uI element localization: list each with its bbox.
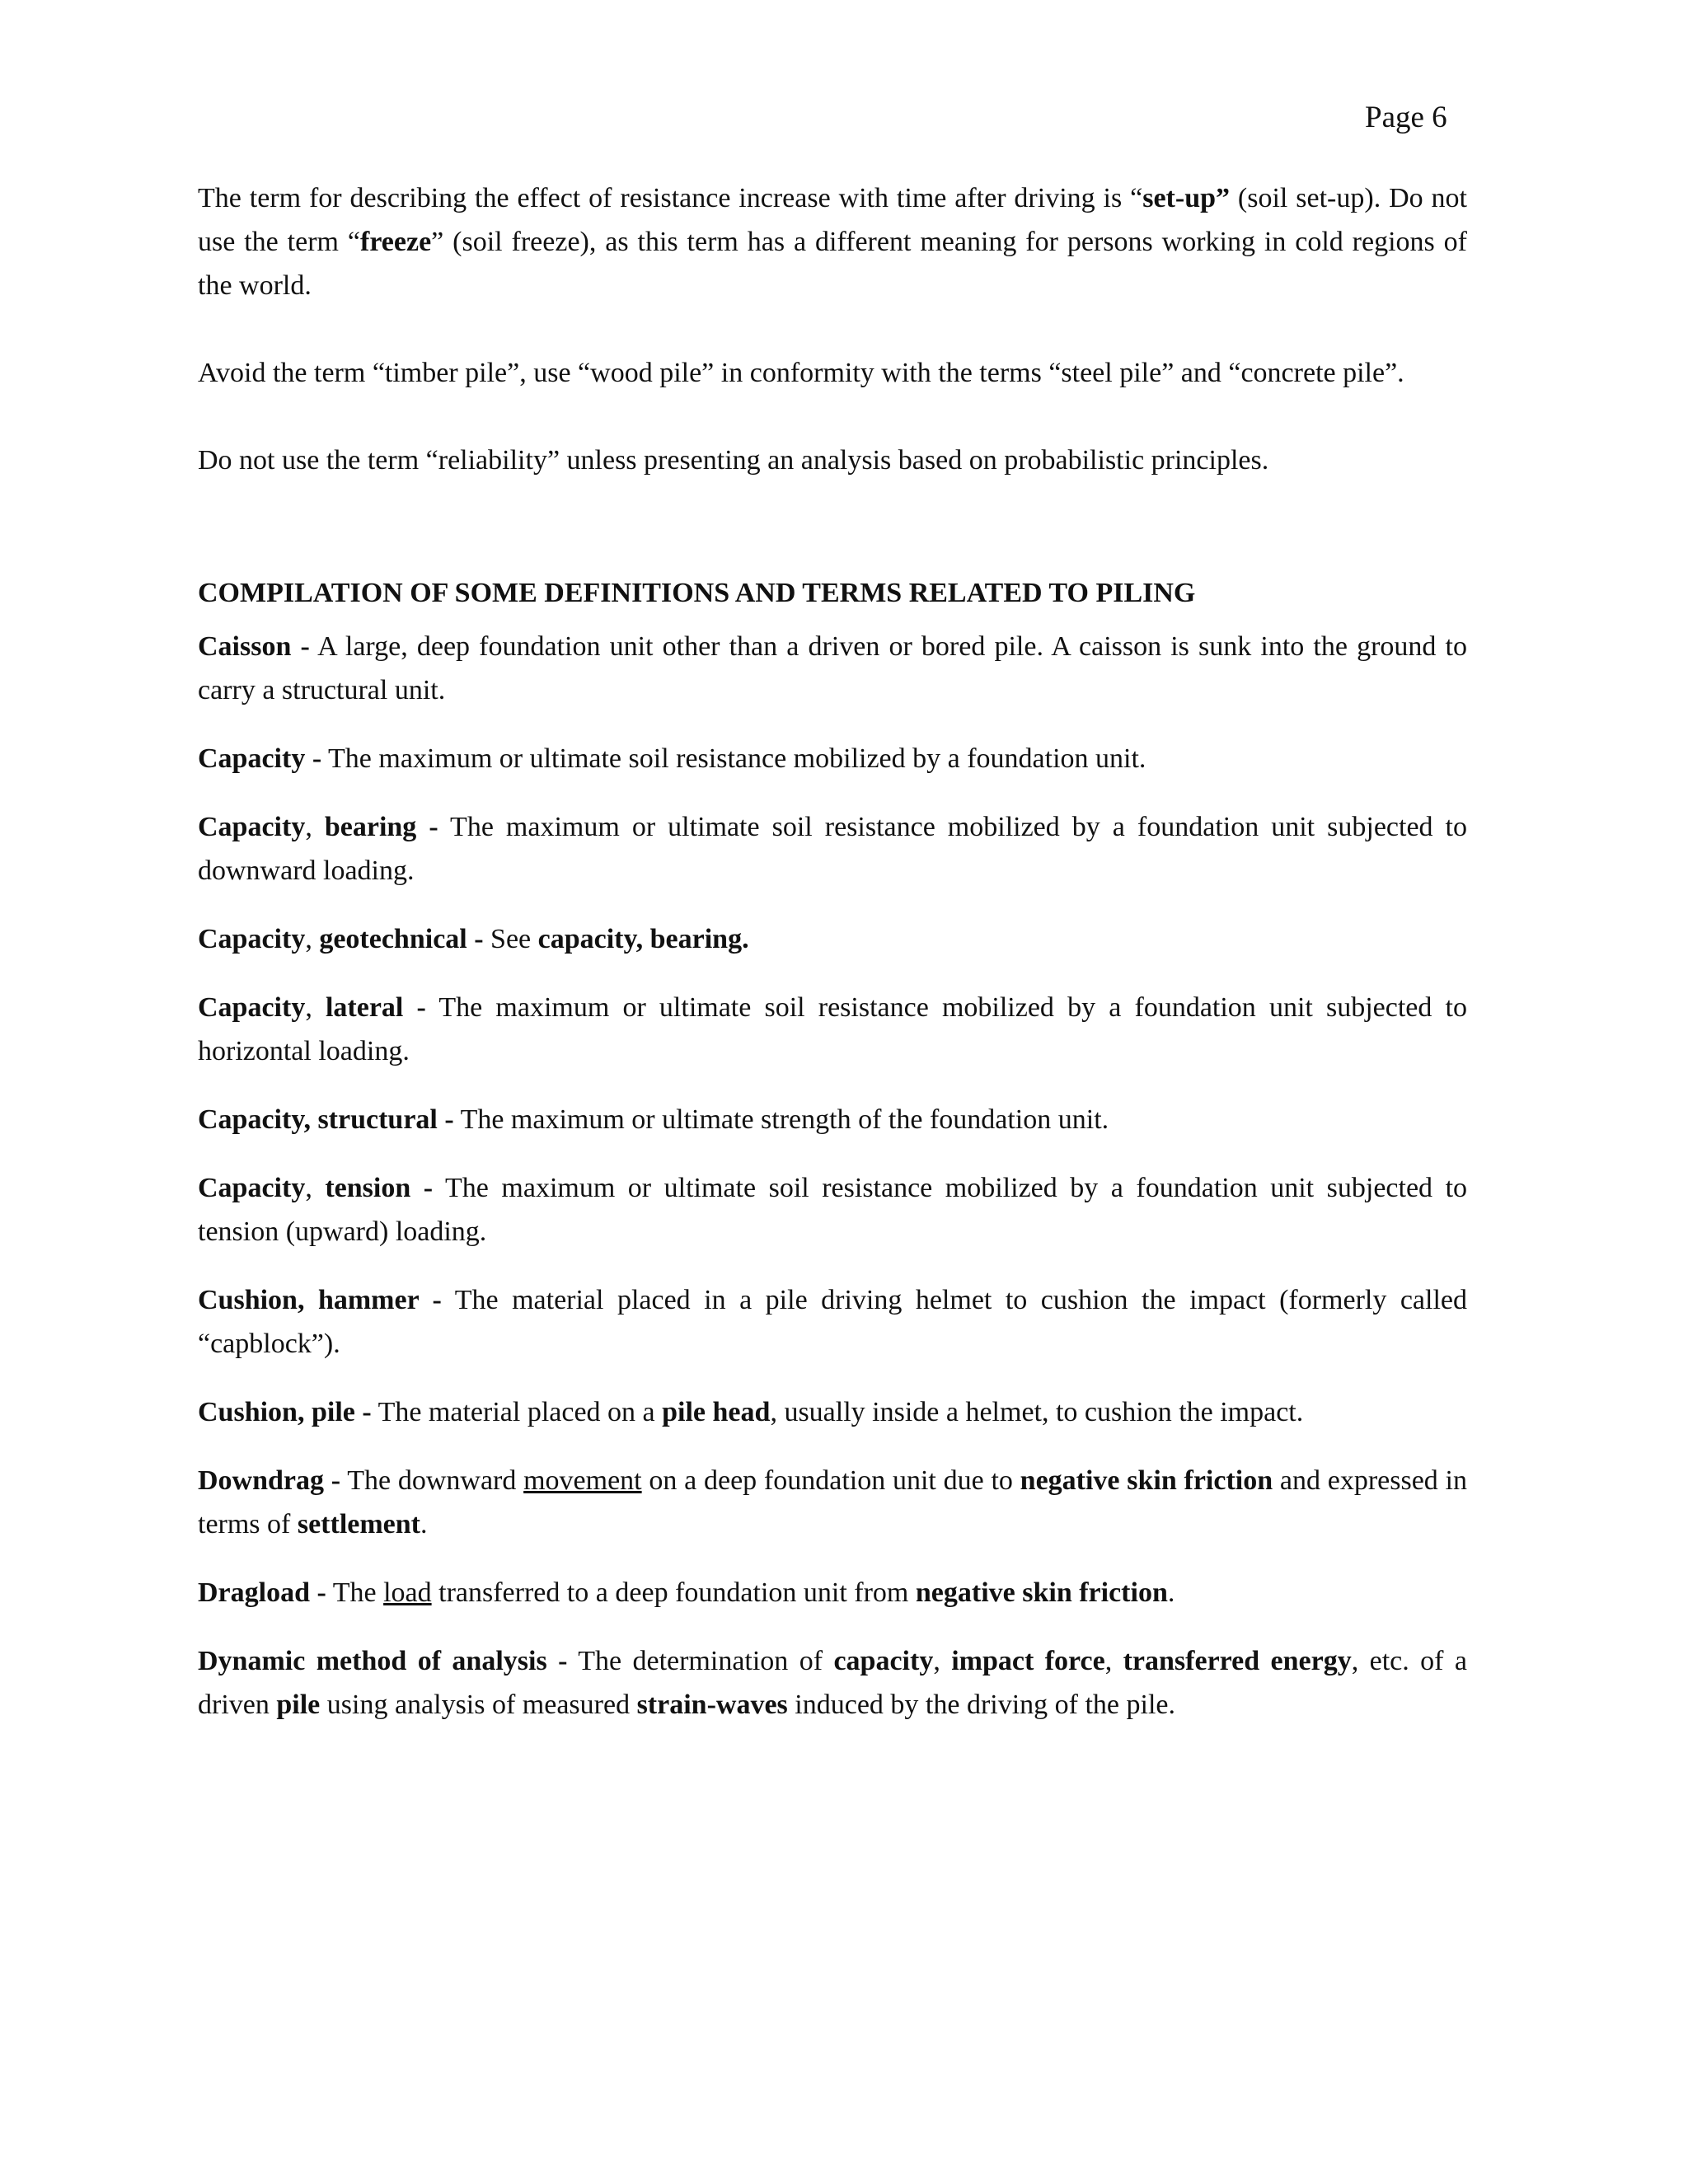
definition-dragload (198, 1571, 1467, 1615)
definition-term: Downdrag - (198, 1465, 341, 1496)
definition-caisson (198, 625, 1467, 712)
cross-reference: pile (276, 1690, 321, 1720)
definition-capacity-lateral (198, 986, 1467, 1073)
definition-text: . (420, 1509, 428, 1540)
definition-text: , (933, 1646, 952, 1676)
definition-downdrag (198, 1459, 1467, 1546)
definition-capacity-tension (198, 1166, 1467, 1254)
term-separator: , (305, 1173, 326, 1203)
definition-text: , (1104, 1646, 1123, 1676)
definition-cushion-pile (198, 1390, 1467, 1434)
definition-term: Dragload - (198, 1577, 326, 1608)
definition-capacity (198, 737, 1467, 780)
definition-text: transferred to a deep foundation unit from (431, 1577, 916, 1608)
definition-text: , etc. of a driven (198, 1646, 1467, 1720)
definition-term: Cushion, hammer - (198, 1285, 442, 1315)
cross-reference: transferred energy (1123, 1646, 1352, 1676)
cross-reference: capacity (833, 1646, 934, 1676)
definition-term-qualifier: geotechnical - (319, 924, 484, 954)
definition-term: Cushion, pile - (198, 1397, 372, 1427)
definition-text: using analysis of measured (320, 1690, 637, 1720)
definition-text: The maximum or ultimate soil resistance mobilized by a foundation unit. (321, 743, 1146, 774)
cross-reference: negative skin friction (915, 1577, 1168, 1608)
definition-text: The maximum or ultimate soil resistance mobilized by a foundation unit subjected to tension (upward) loading. (198, 1173, 1468, 1247)
definition-text: . (1167, 1577, 1175, 1608)
intro-paragraph-setup (198, 176, 1467, 307)
definition-text: The downward (340, 1465, 524, 1496)
definition-text: The determination of (567, 1646, 834, 1676)
page-content (198, 176, 1467, 1751)
definition-term: Capacity (198, 992, 306, 1023)
definition-text: The maximum or ultimate strength of the foundation unit. (453, 1104, 1109, 1135)
definition-text: on a deep foundation unit due to (641, 1465, 1020, 1496)
underlined-term: load (383, 1577, 432, 1608)
section-heading: COMPILATION OF SOME DEFINITIONS AND TERMS RELATED TO PILING (198, 578, 1196, 608)
text-run: The term for describing the effect of resistance increase with time after driving is “ (198, 183, 1143, 213)
cross-reference: pile head (662, 1397, 771, 1427)
definition-term: Dynamic method of analysis - (198, 1646, 568, 1676)
cross-reference: strain-waves (636, 1690, 788, 1720)
definition-text: See (483, 924, 538, 954)
text-run: (soil set-up). Do not use the term “ (198, 183, 1468, 257)
definition-term: Capacity, structural - (198, 1104, 454, 1135)
definition-capacity-geotechnical (198, 917, 1467, 961)
definition-text: induced by the driving of the pile. (787, 1690, 1176, 1720)
cross-reference: negative skin friction (1020, 1465, 1273, 1496)
term-separator: , (305, 992, 326, 1023)
underlined-term: movement (523, 1465, 642, 1496)
text-run: ” (soil freeze), as this term has a different meaning for persons working in cold regions of the world. (198, 227, 1467, 301)
definition-term: Caisson - (198, 631, 310, 662)
page-number: Page 6 (1365, 101, 1447, 134)
term-separator: , (305, 924, 320, 954)
definition-capacity-bearing (198, 805, 1467, 893)
bold-term: freeze (360, 227, 432, 257)
intro-paragraph-reliability: Do not use the term “reliability” unless presenting an analysis based on probabilistic principles. (198, 445, 1269, 476)
definition-text: The material placed in a pile driving helmet to cushion the impact (formerly called “capblock”). (198, 1285, 1467, 1359)
definition-term-qualifier: bearing - (324, 812, 438, 842)
definition-text: The maximum or ultimate soil resistance mobilized by a foundation unit subjected to downward loading. (198, 812, 1468, 886)
definition-dynamic-method (198, 1639, 1467, 1727)
definition-text: The maximum or ultimate soil resistance mobilized by a foundation unit subjected to horizontal loading. (198, 992, 1467, 1066)
definition-term: Capacity - (198, 743, 322, 774)
definition-term: Capacity (198, 924, 306, 954)
definition-capacity-structural (198, 1098, 1467, 1141)
definition-term-qualifier: tension - (325, 1173, 434, 1203)
definition-text: , usually inside a helmet, to cushion the impact. (770, 1397, 1304, 1427)
bold-term: set-up” (1142, 183, 1231, 213)
definition-text: The material placed on a (371, 1397, 663, 1427)
term-separator: , (305, 812, 325, 842)
definition-text: The (326, 1577, 384, 1608)
definition-cushion-hammer (198, 1278, 1467, 1366)
cross-reference: impact force (951, 1646, 1105, 1676)
cross-reference: capacity, bearing. (537, 924, 749, 954)
definition-term: Capacity (198, 812, 306, 842)
definition-term-qualifier: lateral - (325, 992, 426, 1023)
definition-text: and expressed in terms of (198, 1465, 1467, 1540)
definition-text: A large, deep foundation unit other than a driven or bored pile. A caisson is sunk into the ground to carry a structural unit. (198, 631, 1467, 705)
cross-reference: settlement (297, 1509, 421, 1540)
intro-paragraph-wood-pile: Avoid the term “timber pile”, use “wood pile” in conformity with the terms “steel pile” and “concrete pile”. (198, 358, 1404, 388)
definition-term: Capacity (198, 1173, 306, 1203)
